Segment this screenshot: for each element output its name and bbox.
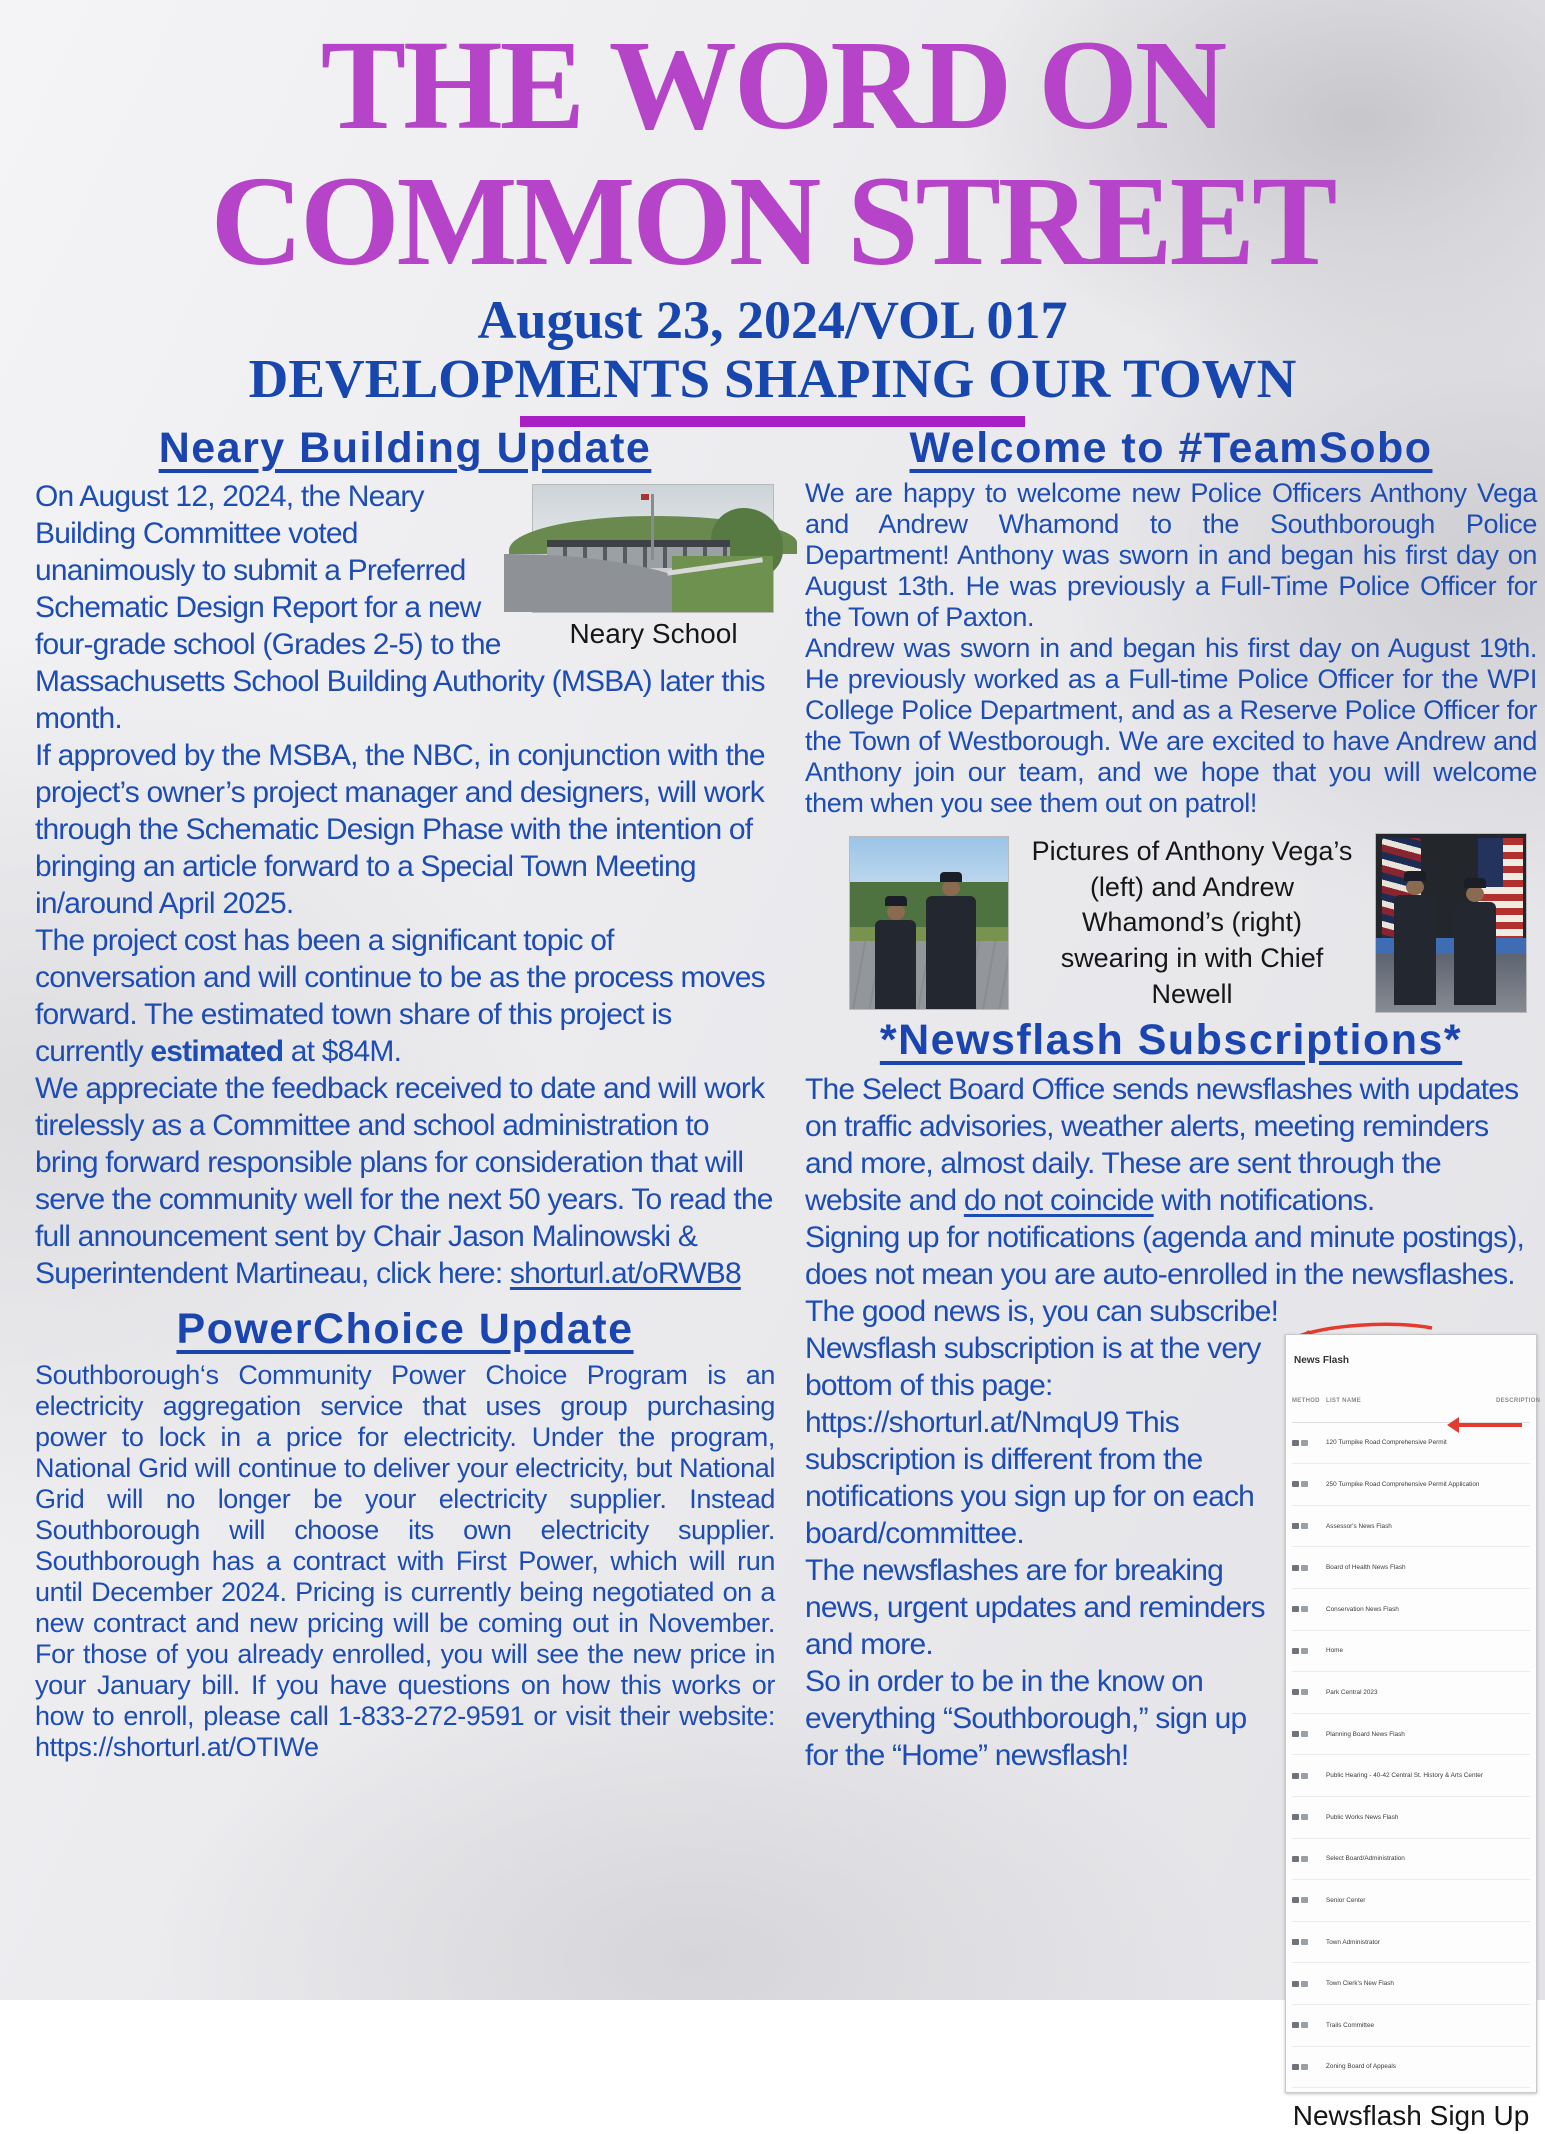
newsflash-list-rows [1292,1423,1530,2089]
newsflash-list-label: Town Clerk's New Flash [1326,1980,1394,1988]
sms-icon [1301,1939,1308,1945]
neary-photo-caption: Neary School [569,618,738,650]
method-icons [1292,2064,1326,2070]
email-icon [1292,1897,1299,1903]
title-line-1: THE WORD ON [320,14,1225,156]
method-icons [1292,1897,1326,1903]
newsflash-list-title: News Flash [1294,1354,1350,1366]
newsflash-paragraph-3-text: The good news is, you can subscribe! [805,1294,1279,1328]
method-icons [1292,1481,1326,1487]
newsflash-list-row[interactable] [1292,1672,1530,1714]
method-icons [1292,1981,1326,1987]
newsflash-list-row[interactable] [1292,1755,1530,1797]
sms-icon [1301,1606,1308,1612]
sms-icon [1301,1814,1308,1820]
sms-icon [1301,1731,1308,1737]
column-list-name: LIST NAME [1326,1397,1362,1404]
email-icon [1292,1689,1299,1695]
sms-icon [1301,2022,1308,2028]
email-icon [1292,1939,1299,1945]
method-icons [1292,1648,1326,1654]
newsflash-list-label: Park Central 2023 [1326,1688,1378,1696]
newsflash-list-row[interactable] [1292,2047,1530,2089]
newsflash-list-row[interactable] [1292,2005,1530,2047]
newsflash-list-label: Board of Health News Flash [1326,1564,1406,1572]
officer-cap [1404,871,1426,881]
newsflash-paragraph-6-text: So in order to be in the know on everything “Southborough,” sign up for the “Home” newsflash! [805,1664,1247,1772]
newsflash-list-label: 120 Turnpike Road Comprehensive Permit [1326,1439,1447,1447]
officer-figure [1454,902,1496,1005]
email-icon [1292,1981,1299,1987]
sms-icon [1301,2064,1308,2070]
newsflash-list-row[interactable] [1292,1631,1530,1673]
newsflash-article [805,1071,1541,2132]
newsflash-list-row[interactable] [1292,1589,1530,1631]
newsletter-subtitle: DEVELOPMENTS SHAPING OUR TOWN [248,348,1297,410]
officer-cap [1464,878,1486,888]
teamsobo-paragraph-1-text: We are happy to welcome new Police Officers Anthony Vega and Andrew Whamond to the Southborough Police Department! Anthony was sworn in and began his first day on August 13th. He was previously a Full-Time Police Officer for the Town of Paxton. [805,478,1537,633]
officer-head [1406,879,1424,895]
teamsobo-paragraph-2-text: Andrew was sworn in and began his first day on August 19th. He previously worked as a Full-time Police Officer for the WPI College Police Department, and as a Reserve Police Officer for the Town of Westborough. We are excited to have Andrew and Anthony join our team, and we hope that you will welcome them when you see them out on patrol! [805,633,1537,819]
newsflash-list-row[interactable] [1292,1922,1530,1964]
method-icons [1292,1689,1326,1695]
newsflash-list-label: Town Administrator [1326,1938,1380,1946]
newsflash-list-row[interactable] [1292,1464,1530,1506]
email-icon [1292,1773,1299,1779]
sms-icon [1301,1523,1308,1529]
teamsobo-paragraph-1 [805,478,1537,633]
newsflash-paragraph-1-text: The Select Board Office sends newsflashes with updates on traffic advisories, weather alerts, meeting reminders and more, almost daily. These are sent through the website and [805,1072,1519,1217]
method-icons [1292,2022,1326,2028]
sms-icon [1301,1981,1308,1987]
method-icons [1292,1606,1326,1612]
sms-icon [1301,1440,1308,1446]
neary-article [35,478,775,1292]
section-heading-neary: Neary Building Update [158,424,652,472]
method-icons [1292,1731,1326,1737]
newsflash-signup-figure [1285,1334,1541,2134]
email-icon [1292,1481,1299,1487]
powerchoice-body [35,1360,775,1763]
newsflash-list-label: Trails Committee [1326,2021,1375,2029]
neary-announcement-link[interactable]: shorturl.at/oRWB8 [509,1257,741,1291]
sms-icon [1301,1565,1308,1571]
email-icon [1292,1856,1299,1862]
sms-icon [1301,1897,1308,1903]
newsflash-paragraph-2-text: Signing up for notifications (agenda and minute postings), does not mean you are auto-enrolled in the newsflashes. [805,1220,1525,1291]
method-icons [1292,1939,1326,1945]
officer-head [887,904,905,920]
email-icon [1292,1648,1299,1654]
neary-figure [532,484,775,652]
newsflash-paragraph-1-end: with notifications. [1153,1183,1375,1217]
sms-icon [1301,1648,1308,1654]
newsflash-list-row[interactable] [1292,1839,1530,1881]
newsflash-list-label: Home [1326,1647,1344,1655]
newsflash-list-row[interactable] [1292,1797,1530,1839]
email-icon [1292,1440,1299,1446]
officer-figure [926,896,977,1010]
newsflash-list-row[interactable] [1292,1506,1530,1548]
neary-paragraph-3-end: at $84M. [283,1035,402,1069]
newsflash-list-label: Public Hearing - 40-42 Central St. History & Arts Center [1326,1772,1483,1780]
officer-head [942,880,960,896]
method-icons [1292,1814,1326,1820]
newsflash-paragraph-4-text: Newsflash subscription is at the very bottom of this page: https://shorturl.at/NmqU9 This subscription is different from the notifications you sign up for on each board/committee. [805,1331,1261,1550]
newsletter-title [0,14,1545,292]
neary-paragraph-1-text: On August 12, 2024, the Neary Building Committee voted unanimously to submit a Preferred Schematic Design Report for a new four-grade school (Grades 2-5) to the Massachusetts School Building Authority (MSBA) later this month. [35,480,765,736]
section-heading-powerchoice: PowerChoice Update [176,1305,634,1354]
newsflash-list-label: Conservation News Flash [1326,1605,1399,1613]
method-icons [1292,1856,1326,1862]
swearing-in-photos-row [805,833,1537,1013]
newsflash-list-label: Assessor's News Flash [1326,1522,1392,1530]
newsflash-signup-screenshot [1285,1334,1541,2094]
officer-figure [1394,895,1436,1005]
teamsobo-paragraph-2 [805,633,1537,819]
email-icon [1292,1565,1299,1571]
newsflash-paragraph-2 [805,1219,1537,1293]
email-icon [1292,2064,1299,2070]
neary-paragraph-4-text: We appreciate the feedback received to date and will work tirelessly as a Committee and school administration to bring forward responsible plans for consideration that will serve the community well for the next 50 years. To read the full announcement sent by Chair Jason Malinowski & Superintendent Martineau, click here: [35,1072,773,1291]
sms-icon [1301,1689,1308,1695]
email-icon [1292,1814,1299,1820]
whamond-swearing-in-photo [1375,833,1527,1013]
officer-cap [885,896,907,906]
method-icons [1292,1440,1326,1446]
newsflash-list-row[interactable] [1292,1880,1530,1922]
do-not-coincide-underlined: do not coincide [963,1183,1154,1217]
masthead [0,14,1545,427]
column-description: DESCRIPTION [1496,1397,1541,1404]
neary-school-photo [532,484,774,613]
newsflash-paragraph-1 [805,1071,1537,1219]
neary-paragraph-2 [35,737,775,922]
method-icons [1292,1773,1326,1779]
newsflash-list-row[interactable] [1292,1547,1530,1589]
column-method: METHOD [1292,1397,1320,1404]
right-column [805,424,1541,2134]
email-icon [1292,2022,1299,2028]
powerchoice-body-text: Southborough‘s Community Power Choice Program is an electricity aggregation service that uses group purchasing power to lock in a price for electricity. Under the program, National Grid will continue to deliver your electricity, but National Grid will no longer be your electricity supplier. Instead Southborough will choose its own electricity supplier. Southborough has a contract with First Power, which will run until December 2024. Pricing is currently being negotiated on a new contract and new pricing will be coming out in November. For those of you already enrolled, you will see the new price in your January bill. If you have questions on how this works or how to enroll, please call 1-833-272-9591 or visit their website: https://shorturl.at/OTIWe [35,1359,775,1762]
newsflash-list-label: Public Works News Flash [1326,1813,1399,1821]
newsflash-list-row[interactable] [1292,1423,1530,1465]
sms-icon [1301,1773,1308,1779]
newsflash-list-label: Select Board/Administration [1326,1855,1405,1863]
title-line-2: COMMON STREET [210,149,1335,292]
newsflash-list-header [1292,1382,1541,1423]
section-heading-newsflash: *Newsflash Subscriptions* [879,1016,1463,1065]
red-arrow-icon [1458,1423,1522,1427]
sms-icon [1301,1481,1308,1487]
left-column [35,425,775,2134]
newsflash-paragraph-5-text: The newsflashes are for breaking news, urgent updates and reminders and more. [805,1553,1265,1661]
newsflash-signup-caption: Newsflash Sign Up [1292,2100,1530,2132]
newsflash-list-row[interactable] [1292,1963,1530,2005]
method-icons [1292,1565,1326,1571]
email-icon [1292,1606,1299,1612]
newsflash-list-label: Planning Board News Flash [1326,1730,1405,1738]
vega-swearing-in-photo [849,836,1009,1010]
neary-paragraph-3 [35,922,775,1070]
photo-flag [641,494,649,500]
newsflash-list-label: Senior Center [1326,1896,1366,1904]
method-icons [1292,1523,1326,1529]
neary-paragraph-3-text: The project cost has been a significant topic of conversation and will continue to be as the process moves forward. The estimated town share of this project is currently [35,924,765,1069]
photo-flagpole [651,494,654,560]
officer-head [1466,886,1484,902]
date-volume-line: August 23, 2024/VOL 017 [477,290,1068,351]
sms-icon [1301,1856,1308,1862]
section-heading-teamsobo: Welcome to #TeamSobo [909,424,1433,472]
email-icon [1292,1731,1299,1737]
newsflash-list-row[interactable] [1292,1714,1530,1756]
swearing-in-caption: Pictures of Anthony Vega’s (left) and Andrew Whamond’s (right) swearing in with Chief Newell [1031,836,1353,1009]
officer-figure [875,920,916,1009]
officer-cap [940,872,962,882]
content-columns [0,425,1545,2134]
newsflash-list-label: 250 Turnpike Road Comprehensive Permit Application [1326,1480,1480,1488]
email-icon [1292,1523,1299,1529]
newsflash-list-label: Zoning Board of Appeals [1326,2063,1396,2071]
neary-paragraph-4 [35,1070,775,1292]
neary-paragraph-2-text: If approved by the MSBA, the NBC, in conjunction with the project’s owner’s project manager and designers, will work through the Schematic Design Phase with the intention of bringing an article forward to a Special Town Meeting in/around April 2025. [35,739,765,921]
estimated-bold-text: estimated [150,1035,284,1069]
